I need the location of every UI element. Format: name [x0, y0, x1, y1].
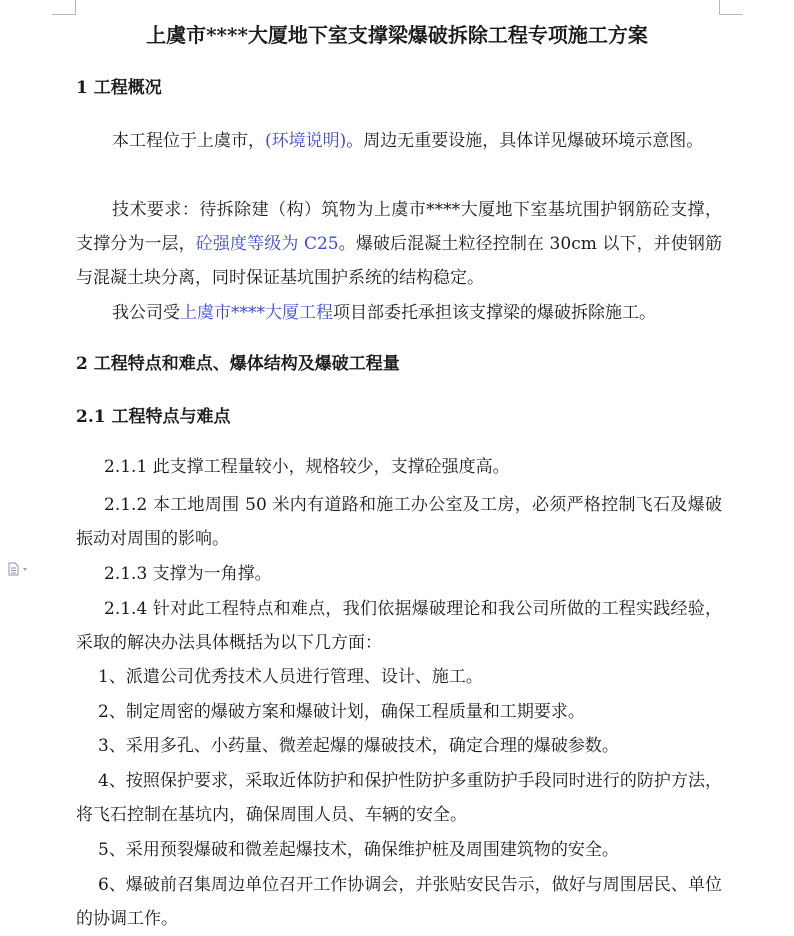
- section-2-heading: 2 工程特点和难点、爆体结构及爆破工程量: [76, 354, 400, 374]
- location-text-before: 本工程位于上虞市，: [112, 131, 265, 151]
- requirements-text-before: 技术要求：待拆除建（构）筑物为上虞市****大厦地下室基坑围护钢筋砼支撑，支撑分为一层，: [76, 200, 722, 254]
- section-1-paragraph-contractor: [76, 296, 722, 330]
- measure-item: 2、制定周密的爆破方案和爆破计划，确保工程质量和工期要求。: [98, 702, 585, 722]
- contractor-text-before: 我公司受: [112, 303, 180, 323]
- crop-mark-top-right-horizontal: [719, 14, 743, 15]
- list-item: 2.1.4 针对此工程特点和难点，我们依据爆破理论和我公司所做的工程实践经验，采取的解决办法具体概括为以下几方面：: [76, 599, 722, 653]
- requirements-text-after: 。爆破后混凝土粒径控制在 30cm 以下，并使钢筋与混凝土块分离，同时保证基坑围护系统的结构稳定。: [76, 234, 723, 288]
- list-item: 2.1.3 支撑为一角撑。: [104, 564, 272, 584]
- section-1-paragraph-location: [76, 124, 722, 158]
- document-title: 上虞市****大厦地下室支撑梁爆破拆除工程专项施工方案: [146, 23, 648, 47]
- measure-item: 6、爆破前召集周边单位召开工作协调会，并张贴安民告示，做好与周围居民、单位的协调工作。: [76, 875, 722, 929]
- measure-item: 3、采用多孔、小药量、微差起爆的爆破技术，确定合理的爆破参数。: [98, 736, 619, 756]
- list-item: 2.1.2 本工地周围 50 米内有道路和施工办公室及工房，必须严格控制飞石及爆破振动对周围的影响。: [76, 495, 722, 549]
- section-1-heading: 1 工程概况: [76, 78, 162, 98]
- environment-note-link[interactable]: (环境说明): [265, 131, 347, 151]
- project-name-link[interactable]: 上虞市****大厦工程: [180, 303, 333, 323]
- section-2-1-heading: 2.1 工程特点与难点: [76, 407, 231, 427]
- crop-mark-top-left-horizontal: [52, 14, 76, 15]
- concrete-grade-link[interactable]: 砼强度等级为 C25: [195, 234, 339, 254]
- measure-item: 5、采用预裂爆破和微差起爆技术，确保维护桩及周围建筑物的安全。: [98, 840, 619, 860]
- location-text-after: 。周边无重要设施，具体详见爆破环境示意图。: [346, 131, 704, 151]
- measure-item: 1、派遣公司优秀技术人员进行管理、设计、施工。: [98, 667, 483, 687]
- crop-mark-top-left-vertical: [75, 0, 76, 14]
- crop-mark-top-right-vertical: [719, 0, 720, 14]
- section-1-paragraph-requirements: [76, 193, 722, 295]
- contractor-text-after: 项目部委托承担该支撑梁的爆破拆除施工。: [333, 303, 656, 323]
- measure-item: 4、按照保护要求，采取近体防护和保护性防护多重防护手段同时进行的防护方法，将飞石控制在基坑内，确保周围人员、车辆的安全。: [76, 771, 722, 825]
- list-item: 2.1.1 此支撑工程量较小，规格较少，支撑砼强度高。: [104, 457, 510, 477]
- document-icon[interactable]: [8, 561, 34, 575]
